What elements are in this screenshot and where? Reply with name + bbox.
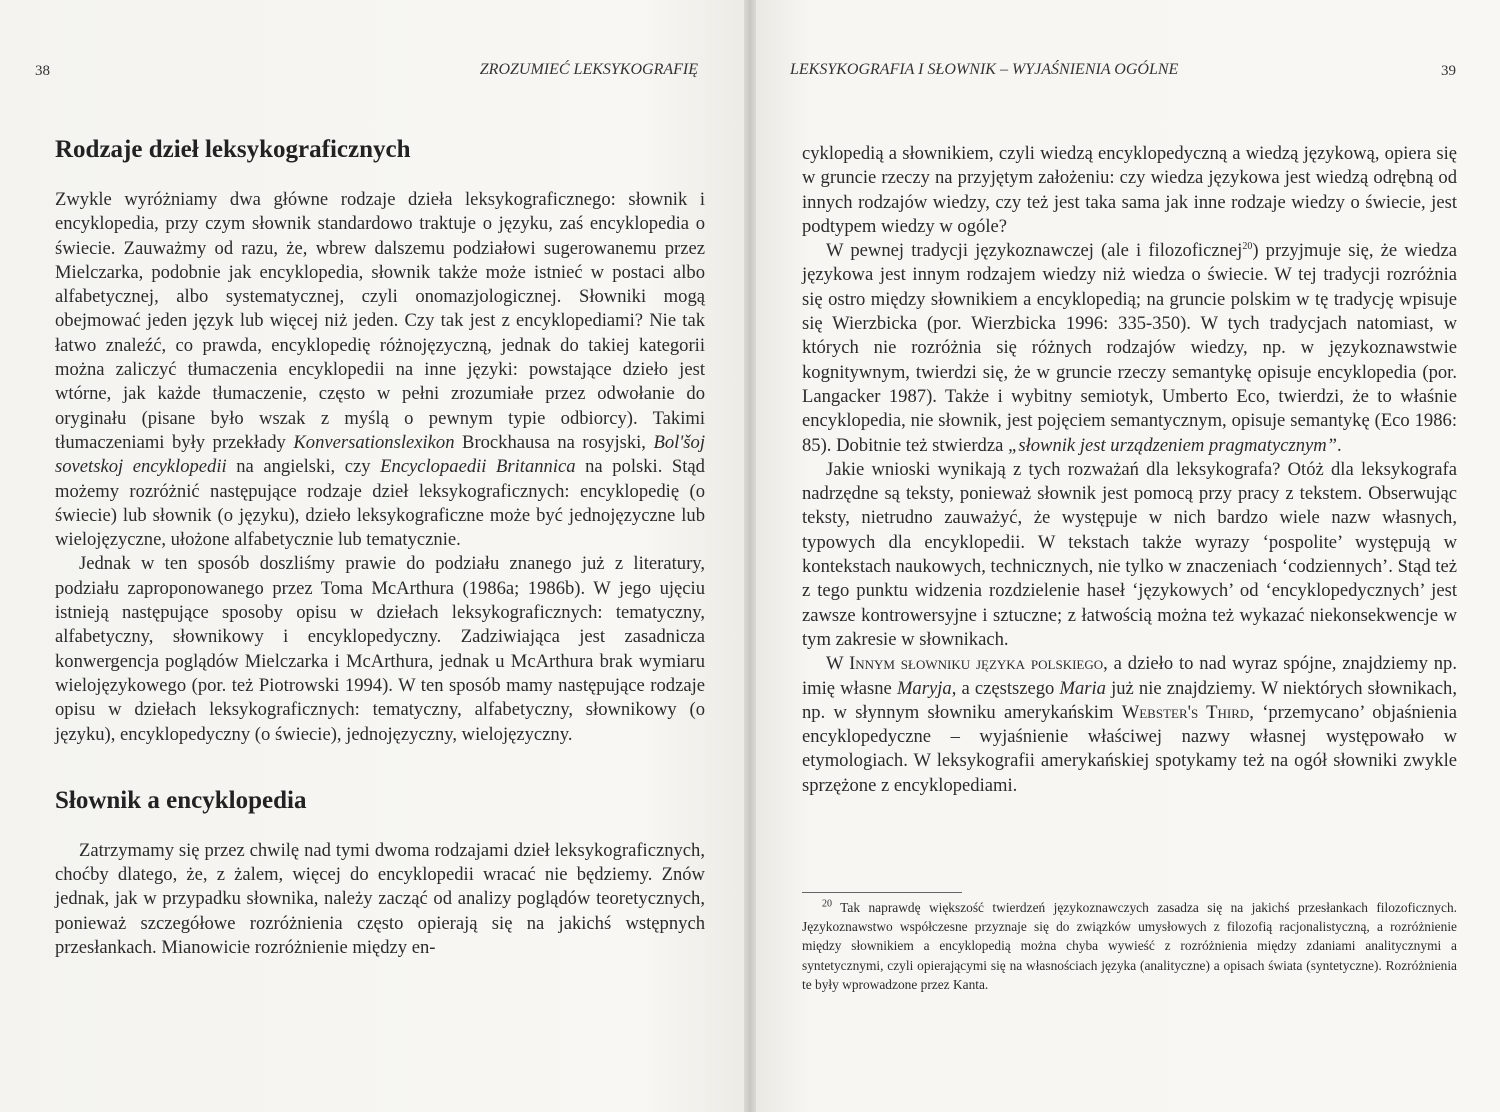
text-run: , a częstszego xyxy=(951,677,1060,699)
right-text-column xyxy=(802,142,1457,798)
text-run: na polski. Stąd możemy rozróżnić następujące rodzaje dzieł leksykograficznych: encyklopedię (o świecie) lub słownik (o języku), dzieło leksykograficzne może być jednojęzyczne lub wielojęzyczne, ułożone alfabetycznie lub tematycznie. xyxy=(55,456,705,551)
text-run: W xyxy=(826,653,850,675)
italic-quote: „słownik jest urządzeniem pragmatycznym” xyxy=(1008,434,1338,456)
paragraph-left-3: Zatrzymamy się przez chwilę nad tymi dwoma rodzajami dzieł leksykograficznych, choćby dlatego, że, z żalem, więcej do encyklopedii wracać nie będziemy. Znów jednak, jak w przypadku słownika, należy zacząć od analizy poglądów teoretycznych, ponieważ szczegółowe rozróżnienia często opierają się na jakichś wstępnych przesłankach. Mianowicie rozróżnienie między en- xyxy=(55,839,705,959)
italic-word: Maryja xyxy=(896,677,952,699)
left-text-column xyxy=(55,136,705,960)
running-head-right: LEKSYKOGRAFIA I SŁOWNIK – WYJAŚNIENIA OGÓLNE xyxy=(790,61,1179,78)
text-run: , ‘przemycano’ objaśnienia encyklopedyczne – wyjaśnienie właściwej nazwy własnej występowało w etymologiach. W leksykografii amerykańskiej spotykamy też na ogół słowniki zwykle sprzężone z encyklopediami. xyxy=(802,701,1457,796)
footnote-20 xyxy=(802,898,1457,994)
text-run: . xyxy=(1337,434,1342,456)
paragraph-right-3: Jakie wnioski wynikają z tych rozważań dla leksykografa? Otóż dla leksykografa nadrzędne są teksty, ponieważ słownik jest pomocą przy pracy z tekstem. Obserwując teksty, nietrudno zauważyć, że występuje w nich bardzo wiele nazw własnych, typowych dla encyklopedii. W tekstach także wyrazy ‘pospolite’ występują w kontekstach naukowych, technicznych, nie tylko w znaczeniach ‘codziennych’. Stąd też z tego punktu widzenia rozdzielenie haseł ‘językowych’ od ‘encyklopedycznych’ jest zawsze kontrowersyjne i sztuczne; z łatwością można też wykazać niekonsekwencje w tym zakresie w słownikach. xyxy=(802,458,1457,650)
text-run: już nie znajdziemy. W niektórych słownikach, np. w słynnym słowniku amerykańskim xyxy=(802,677,1458,723)
paragraph-right-2 xyxy=(802,239,1457,458)
small-caps-title: Innym słowniku języka polskiego xyxy=(849,653,1104,675)
text-run: , a dzieło to nad wyraz spójne, znajdziemy np. imię własne xyxy=(802,653,1458,699)
text-run: na angielski, czy xyxy=(226,456,381,478)
section-title-rodzaje: Rodzaje dzieł leksykograficznych xyxy=(55,136,411,163)
text-run: Zwykle wyróżniamy dwa główne rodzaje dzieła leksykograficznego: słownik i encyklopedia, przy czym słownik standardowo traktuje o języku, zaś encyklopedia o świecie. Zauważmy od razu, że, wbrew dalszemu podziałowi sugerowanemu przez Mielczarka, podobnie jak encyklopedia, słownik także może istnieć w postaci albo alfabetycznej, albo systematycznej, czyli onomazjologicznej. Słowniki mogą obejmować jeden język lub więcej niż jeden. Czy tak jest z encyklopediami? Nie tak łatwo znaleźć, co prawda, encyklopedię różnojęzyczną, jednak do takiej kategorii można zaliczyć tłumaczenia encyklopedii na inne języki: powstające dzieło jest wtórne, jak każde tłumaczenie, często w pełni zrozumiałe przez odwołanie do oryginału (pisane było wszak z myślą o pewnym typie odbiorcy). Takimi tłumaczeniami były przekłady xyxy=(55,189,705,453)
small-caps-title: Webster's Third xyxy=(1121,701,1250,723)
footnote-marker: 20 xyxy=(822,898,832,910)
footnote xyxy=(802,898,1457,994)
paragraph-left-2: Jednak w ten sposób doszliśmy prawie do podziału znanego już z literatury, podziału zaproponowanego przez Toma McArthura (1986a; 1986b). W jego ujęciu istnieją następujące sposoby opisu w dziełach leksykograficznych: tematyczny, alfabetyczny, słownikowy i encyklopedyczny. Zadziwiająca jest zasadnicza konwergencja poglądów Mielczarka i McArthura, jednak u McArthura brak wymiaru wielojęzykowego (por. też Piotrowski 1994). W ten sposób mamy następujące rodzaje opisu w dziełach leksykograficznych: tematyczny, alfabetyczny, słownikowy (o języku), encyklopedyczny (o świecie), jednojęzyczny, wielojęzyczny. xyxy=(55,553,705,745)
text-run: W pewnej tradycji językoznawczej (ale i filozoficznej xyxy=(826,240,1243,262)
italic-title: Bol'šoj sovetskoj encyklopedii xyxy=(55,431,705,478)
section-title-slownik: Słownik a encyklopedia xyxy=(55,786,307,814)
paragraph-left-1 xyxy=(55,188,705,552)
italic-title: Encyclopaedii Britannica xyxy=(380,456,576,478)
footnote-divider xyxy=(802,892,962,893)
text-run: Brockhausa na rosyjski, xyxy=(454,431,654,453)
running-head-left: ZROZUMIEĆ LEKSYKOGRAFIĘ xyxy=(479,61,698,78)
text-run: ) przyjmuje się, że wiedza językowa jest innym rodzajem wiedzy niż wiedza o świecie. W tej tradycji rozróżnia się ostro między słownikiem a encyklopedią; na gruncie polskim w tę tradycję wpisuje się Wierzbicka (por. Wierzbicka 1996: 335-350). W tych tradycjach natomiast, w których nie rozróżnia się różnych rodzajów wiedzy, np. w językoznawstwie kognitywnym, twierdzi się, że w gruncie rzeczy semantykę opisuje encyklopedia (por. Langacker 1987). Także i wybitny semiotyk, Umberto Eco, twierdzi, że to właśnie encyklopedia, nie słownik, jest pojęciem semantycznym, opisuje semantykę (Eco 1986: 85). Dobitnie też stwierdza xyxy=(802,240,1457,456)
italic-word: Maria xyxy=(1059,677,1106,699)
footnote-ref[interactable]: 20 xyxy=(1242,241,1253,252)
paragraph-right-4 xyxy=(802,652,1457,798)
book-gutter xyxy=(744,0,756,1112)
page-number-right: 39 xyxy=(1441,63,1456,79)
page-number-left: 38 xyxy=(35,63,50,79)
right-page xyxy=(750,0,1500,1112)
italic-title: Konversationslexikon xyxy=(293,431,455,453)
footnote-text: Tak naprawdę większość twierdzeń językoznawczych zasadza się na jakichś przesłankach filozoficznych. Językoznawstwo współczesne przyznaje się do związków umysłowych z filozofią racjonalistyczną, a rozróżnienie między słownikiem a encyklopedią można chyba wywieść z rozróżnienia między zdaniami analitycznymi a syntetycznymi, czyli opierającymi się na własnościach języka (analityczne) a opisach świata (syntetyczne). Rozróżnienia te były wprowadzone przez Kanta. xyxy=(802,900,1457,992)
paragraph-right-1: cyklopedią a słownikiem, czyli wiedzą encyklopedyczną a wiedzą językową, opiera się w gruncie rzeczy na przyjętym założeniu: czy wiedza językowa jest wiedzą odrębną od innych rodzajów wiedzy, czy też jest taka sama jak inne rodzaje wiedzy o świecie, jest podtypem wiedzy w ogóle? xyxy=(802,143,1457,237)
